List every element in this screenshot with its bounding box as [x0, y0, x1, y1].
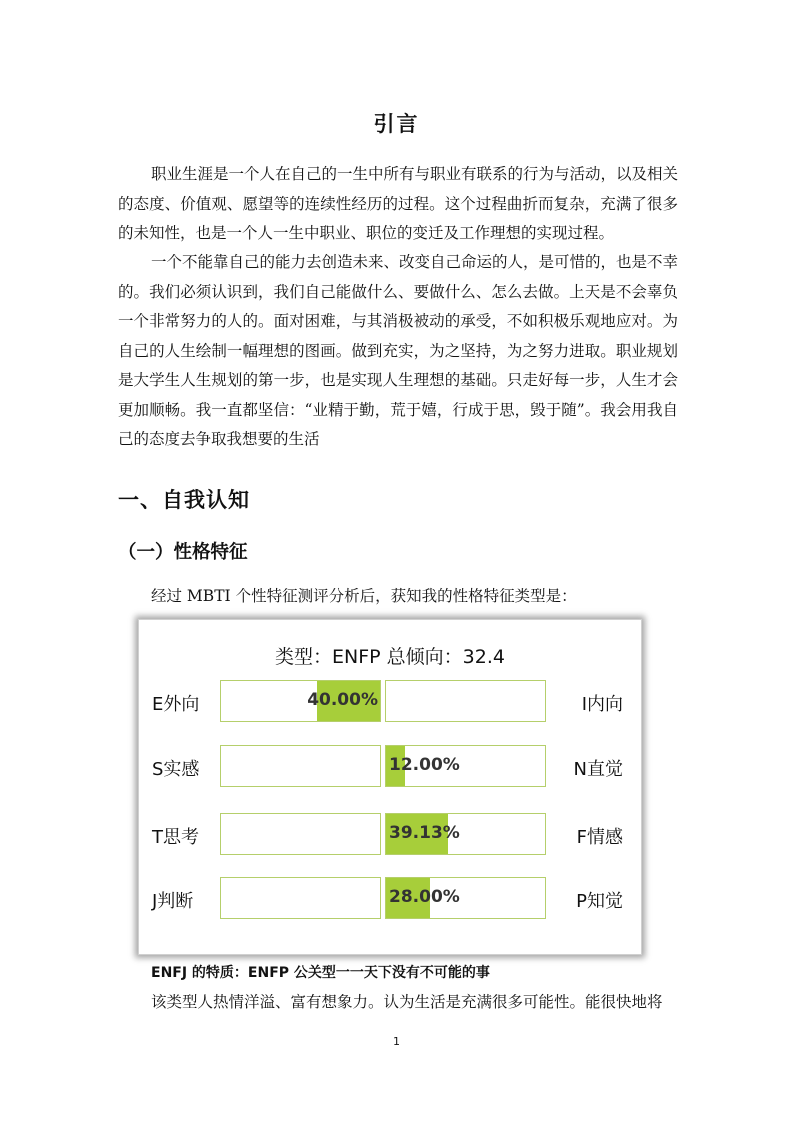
mbti-bar-right	[385, 813, 546, 855]
mbti-row	[139, 745, 641, 789]
mbti-bar-left	[220, 877, 381, 919]
mbti-left-label: E外向	[152, 694, 200, 715]
page-number: 1	[393, 1035, 400, 1048]
mbti-percentage: 12.00%	[389, 755, 460, 775]
mbti-right-label: F情感	[576, 827, 623, 848]
feature-title: ENFJ 的特质：ENFP 公关型一一天下没有不可能的事	[151, 965, 490, 981]
feature-text: 该类型人热情洋溢、富有想象力。认为生活是充满很多可能性。能很快地将	[151, 993, 663, 1011]
mbti-type-header: 类型：ENFP 总倾向：32.4	[275, 646, 505, 668]
mbti-left-label: J判断	[152, 891, 194, 912]
intro-paragraph-1: 职业生涯是一个人在自己的一生中所有与职业有联系的行为与活动，以及相关的态度、价值观、愿望等的连续性经历的过程。这个过程曲折而复杂，充满了很多的未知性，也是一个人一生中职业、职位的变迁及工作理想的实现过程。	[118, 165, 679, 242]
mbti-percentage: 40.00%	[307, 690, 378, 710]
mbti-intro-text: 经过 MBTI 个性特征测评分析后，获知我的性格特征类型是：	[151, 587, 577, 605]
mbti-percentage: 28.00%	[389, 887, 460, 907]
mbti-bar-right	[385, 680, 546, 722]
mbti-row	[139, 813, 641, 857]
mbti-bar-left	[220, 680, 381, 722]
mbti-left-label: S实感	[152, 759, 200, 780]
mbti-percentage: 39.13%	[389, 823, 460, 843]
mbti-right-label: I内向	[581, 694, 623, 715]
mbti-left-label: T思考	[152, 827, 199, 848]
section-heading-self-awareness: 一、自我认知	[118, 488, 250, 512]
mbti-bar-right	[385, 877, 546, 919]
mbti-bar-left	[220, 813, 381, 855]
mbti-row	[139, 680, 641, 724]
mbti-row	[139, 877, 641, 921]
mbti-result-card	[138, 619, 642, 955]
mbti-bar-left	[220, 745, 381, 787]
mbti-right-label: N直觉	[573, 759, 623, 780]
page-title: 引言	[373, 112, 420, 136]
subsection-heading-personality: （一）性格特征	[118, 542, 248, 563]
mbti-right-label: P知觉	[576, 891, 623, 912]
intro-paragraph-2: 一个不能靠自己的能力去创造未来、改变自己命运的人，是可惜的，也是不幸的。我们必须认识到，我们自己能做什么、要做什么、怎么去做。上天是不会辜负一个非常努力的人的。面对困难，与其消极被动的承受，不如积极乐观地应对。为自己的人生绘制一幅理想的图画。做到充实，为之坚持，为之努力进取。职业规划是大学生人生规划的第一步，也是实现人生理想的基础。只走好每一步，人生才会更加顺畅。我一直都坚信：“业精于勤，荒于嬉，行成于思，毁于随”。我会用我自己的态度去争取我想要的生活	[118, 253, 679, 448]
mbti-bar-right	[385, 745, 546, 787]
